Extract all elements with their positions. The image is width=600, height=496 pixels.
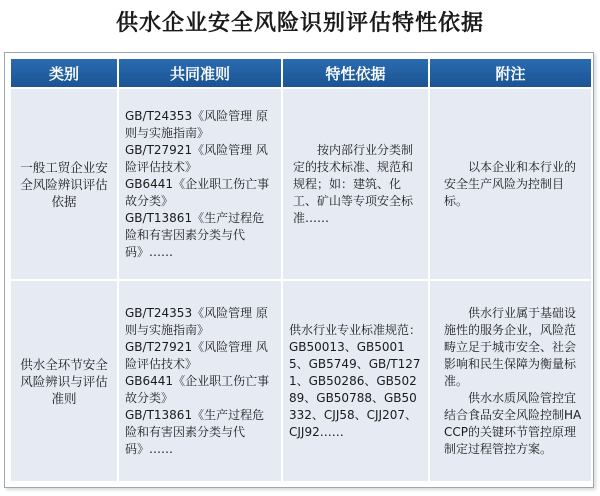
note-text: 以本企业和本行业的安全生产风险为控制目标。 — [444, 159, 577, 208]
row-basis — [283, 281, 428, 481]
header-notes: 附注 — [430, 59, 591, 87]
header-specific-basis: 特性依据 — [283, 59, 428, 87]
header-common-standards: 共同准则 — [119, 59, 281, 87]
table-header-row — [11, 59, 591, 87]
standard-item: GB/T13861《生产过程危险和有害因素分类与代码》…… — [125, 407, 265, 456]
row-notes — [430, 281, 591, 481]
note-text: 供水行业属于基础设施性的服务企业，风险范畴立足于城市安全、社会影响和民生保障为衡量标准。 — [444, 305, 577, 388]
standard-item: GB/T24353《风险管理 原则与实施指南》 — [125, 305, 268, 337]
page-title: 供水企业安全风险识别评估特性依据 — [115, 11, 484, 36]
note-text: 供水水质风险管控宜结合食品安全风险控制HACCP的关键环节管控原理制定过程管控方案。 — [444, 390, 582, 456]
standard-item: GB/T24353《风险管理 原则与实施指南》 — [125, 108, 268, 140]
standard-item: GB6441《企业职工伤亡事故分类》 — [125, 373, 270, 405]
standard-item: GB/T27921《风险管理 风险评估技术》 — [125, 142, 268, 174]
row-standards — [119, 89, 281, 279]
table-row — [11, 281, 591, 481]
row-basis — [283, 89, 428, 279]
criteria-table — [9, 57, 593, 483]
standard-item: GB/T27921《风险管理 风险评估技术》 — [125, 339, 268, 371]
criteria-table-frame — [4, 52, 594, 488]
row-category: 一般工贸企业安全风险辨识评估依据 — [11, 89, 117, 279]
standard-item: GB6441《企业职工伤亡事故分类》 — [125, 176, 270, 208]
header-category: 类别 — [11, 59, 117, 87]
standard-item: GB/T13861《生产过程危险和有害因素分类与代码》…… — [125, 210, 265, 259]
row-standards — [119, 281, 281, 481]
row-category: 供水全环节安全风险辨识与评估准则 — [11, 281, 117, 481]
basis-text: 按内部行业分类制定的技术标准、规范和规程；如：建筑、化工、矿山等专项安全标准…… — [293, 142, 414, 225]
table-row — [11, 89, 591, 279]
basis-text: 供水行业专业标准规范：GB50013、GB50015、GB5749、GB/T1271、GB50286、GB50289、GB50788、GB50332、CJJ58、CJJ207、CJJ92…… — [289, 322, 422, 439]
row-notes — [430, 89, 591, 279]
